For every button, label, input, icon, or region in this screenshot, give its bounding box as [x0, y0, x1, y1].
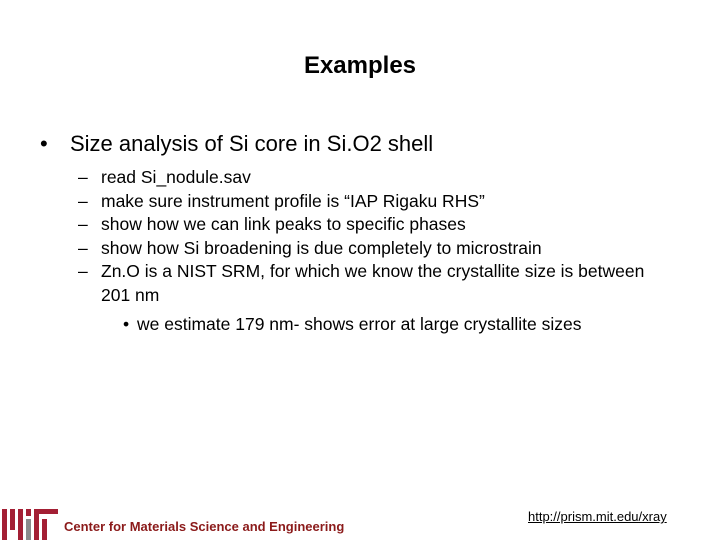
dash-marker: –	[78, 261, 88, 281]
list-item	[78, 260, 678, 337]
logo-bar	[34, 509, 58, 514]
dash-marker: –	[78, 214, 88, 234]
footer-org-name: Center for Materials Science and Engineering	[64, 519, 345, 534]
list-item	[78, 237, 678, 261]
logo-bar	[2, 509, 7, 540]
sub-sub-bullet-text: we estimate 179 nm- shows error at large crystallite sizes	[137, 314, 582, 334]
list-item-text: make sure instrument profile is “IAP Rigaku RHS”	[101, 190, 485, 211]
list-item	[78, 213, 678, 237]
dash-marker: –	[78, 167, 88, 187]
logo-bar	[26, 509, 31, 516]
sub-bullet-list	[78, 166, 678, 337]
logo-bar	[10, 509, 15, 530]
main-bullet-marker: •	[40, 131, 48, 156]
sub-sub-bullet	[101, 313, 678, 337]
list-item-text: show how Si broadening is due completely to microstrain	[101, 237, 542, 258]
list-item-text: read Si_nodule.sav	[101, 167, 251, 187]
logo-bar	[42, 519, 47, 540]
logo-bar	[18, 509, 23, 540]
list-item-text: Zn.O is a NIST SRM, for which we know the crystallite size is between 201 nm	[101, 261, 645, 305]
list-item-text: show how we can link peaks to specific phases	[101, 214, 466, 234]
main-bullet	[40, 131, 433, 157]
dash-marker: –	[78, 237, 88, 258]
mit-logo-icon	[0, 503, 60, 540]
sub-sub-bullet-marker: •	[123, 314, 130, 334]
footer-url-link[interactable]: http://prism.mit.edu/xray	[528, 509, 667, 524]
dash-marker: –	[78, 190, 88, 211]
main-bullet-text: Size analysis of Si core in Si.O2 shell	[70, 131, 434, 156]
list-item	[78, 166, 678, 190]
logo-bar	[26, 519, 31, 540]
list-item	[78, 190, 678, 214]
slide-title: Examples	[303, 52, 417, 79]
